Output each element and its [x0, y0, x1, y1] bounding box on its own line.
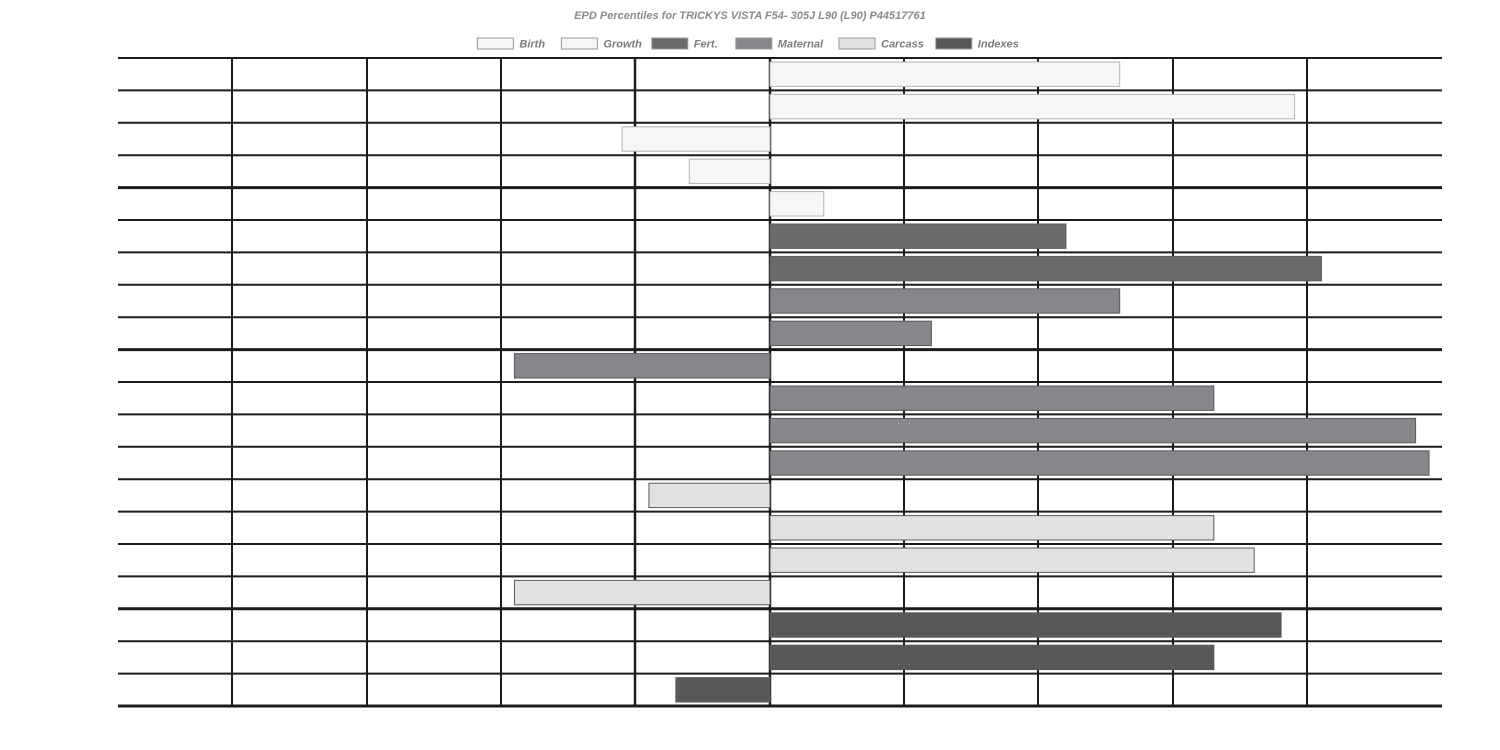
legend-label: Indexes — [977, 38, 1019, 51]
grid — [118, 58, 1442, 706]
bar — [770, 321, 931, 345]
chart-title: EPD Percentiles for TRICKYS VISTA F54- 305J L90 (L90) P44517761 — [574, 10, 926, 22]
legend-label: Fert. — [693, 38, 718, 51]
bar — [689, 159, 770, 183]
bar — [770, 62, 1120, 86]
legend-swatch — [652, 38, 688, 49]
legend-swatch — [936, 38, 972, 49]
bar — [770, 516, 1214, 540]
bar — [622, 127, 770, 151]
bar — [770, 451, 1429, 475]
legend-entry — [936, 38, 1019, 51]
legend-swatch — [736, 38, 772, 49]
bar — [770, 224, 1066, 248]
bar — [514, 580, 770, 604]
legend-entry — [652, 38, 718, 51]
legend-entry — [561, 38, 642, 51]
legend-entry — [736, 38, 824, 51]
bar — [770, 645, 1214, 669]
legend-label: Birth — [519, 38, 546, 51]
bar — [514, 354, 770, 378]
legend-swatch — [561, 38, 597, 49]
bar — [770, 548, 1254, 572]
legend-label: Maternal — [777, 38, 824, 51]
legend-swatch — [839, 38, 875, 49]
bar — [770, 418, 1416, 442]
legend — [477, 38, 1018, 51]
legend-label: Carcass — [881, 38, 924, 51]
legend-swatch — [477, 38, 513, 49]
bar — [770, 94, 1295, 118]
bar — [770, 386, 1214, 410]
bar — [770, 192, 824, 216]
bar — [770, 256, 1321, 280]
legend-label: Growth — [603, 38, 642, 51]
bar — [649, 483, 770, 507]
legend-entry — [477, 38, 545, 51]
legend-entry — [839, 38, 924, 51]
bar — [770, 289, 1120, 313]
bar — [676, 678, 770, 702]
bar — [770, 613, 1281, 637]
